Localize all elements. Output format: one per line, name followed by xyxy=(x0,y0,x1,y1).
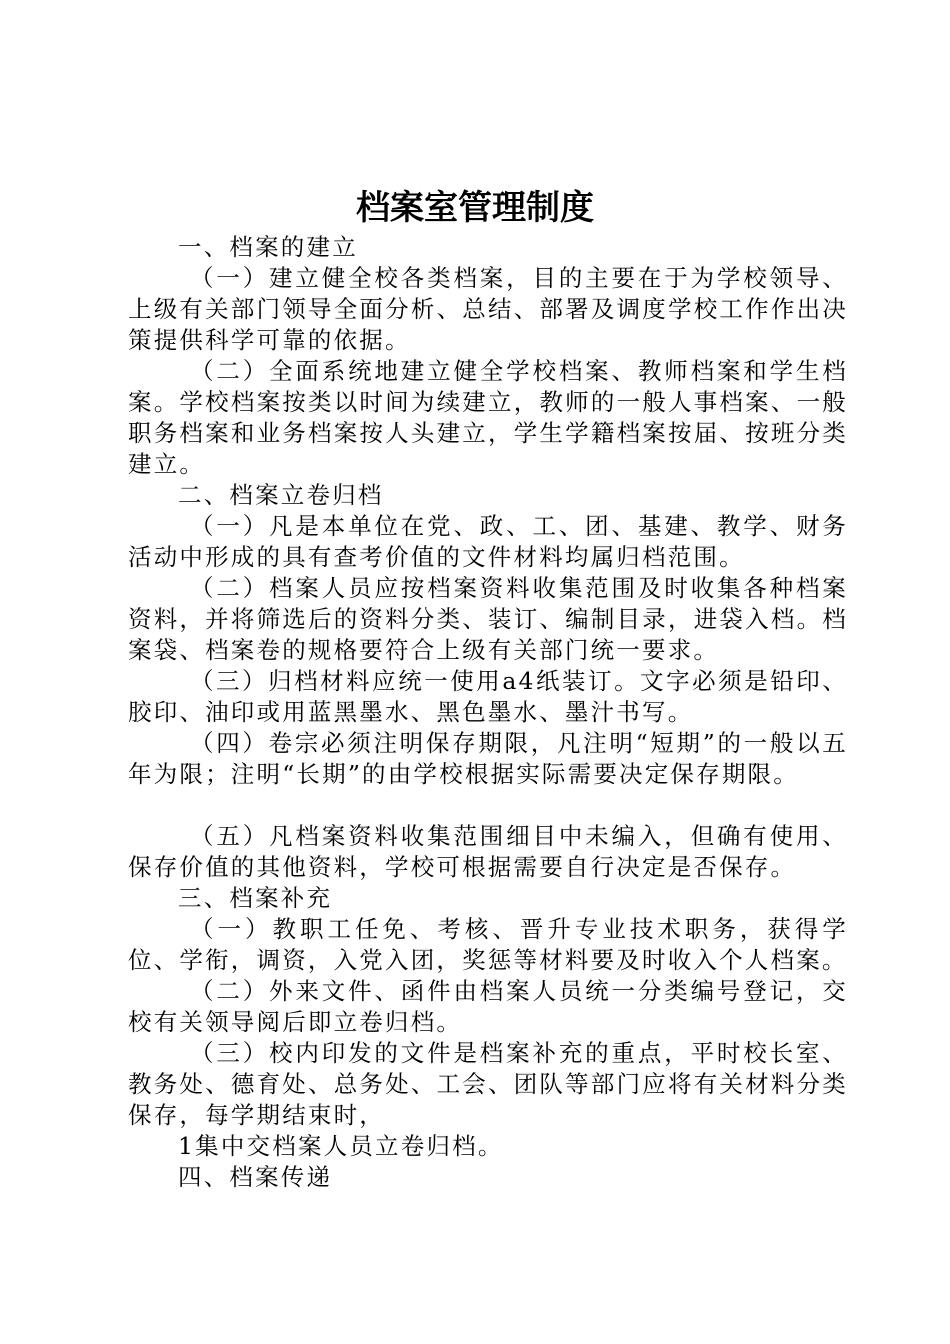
paragraph: （二）档案人员应按档案资料收集范围及时收集各种档案资料，并将筛选后的资料分类、装订、编制目录，进袋入档。档案袋、档案卷的规格要符合上级有关部门统一要求。 xyxy=(128,574,848,664)
section-heading: 三、档案补充 xyxy=(178,884,333,912)
document-body xyxy=(128,232,848,1193)
paragraph: （三）归档材料应统一使用a4纸装订。文字必须是铅印、胶印、油印或用蓝黑墨水、黑色墨水、墨汁书写。 xyxy=(128,667,848,726)
section-heading: 1集中交档案人员立卷归档。 xyxy=(178,1132,504,1160)
paragraph: （三）校内印发的文件是档案补充的重点，平时校长室、教务处、德育处、总务处、工会、团队等部门应将有关材料分类保存，每学期结束时， xyxy=(128,1039,848,1129)
paragraph: （五）凡档案资料收集范围细目中未编入，但确有使用、保存价值的其他资料，学校可根据需要自行决定是否保存。 xyxy=(128,822,848,881)
paragraph: （一）凡是本单位在党、政、工、团、基建、教学、财务活动中形成的具有查考价值的文件材料均属归档范围。 xyxy=(128,512,848,571)
paragraph: （二）外来文件、函件由档案人员统一分类编号登记，交校有关领导阅后即立卷归档。 xyxy=(128,977,848,1036)
section-heading: 四、档案传递 xyxy=(178,1163,333,1191)
paragraph: （四）卷宗必须注明保存期限，凡注明“短期”的一般以五年为限；注明“长期”的由学校根据实际需要决定保存期限。 xyxy=(128,729,848,788)
section-heading: 二、档案立卷归档 xyxy=(178,481,384,509)
paragraph: （一）教职工任免、考核、晋升专业技术职务，获得学位、学衔，调资，入党入团，奖惩等材料要及时收入个人档案。 xyxy=(128,915,848,974)
document-title: 档案室管理制度 xyxy=(356,188,594,228)
section-heading: 一、档案的建立 xyxy=(178,233,358,261)
paragraph: （一）建立健全校各类档案，目的主要在于为学校领导、上级有关部门领导全面分析、总结、部署及调度学校工作作出决策提供科学可靠的依据。 xyxy=(128,264,848,354)
paragraph: （二）全面系统地建立健全学校档案、教师档案和学生档案。学校档案按类以时间为续建立，教师的一般人事档案、一般职务档案和业务档案按人头建立，学生学籍档案按届、按班分类建立。 xyxy=(128,357,848,478)
